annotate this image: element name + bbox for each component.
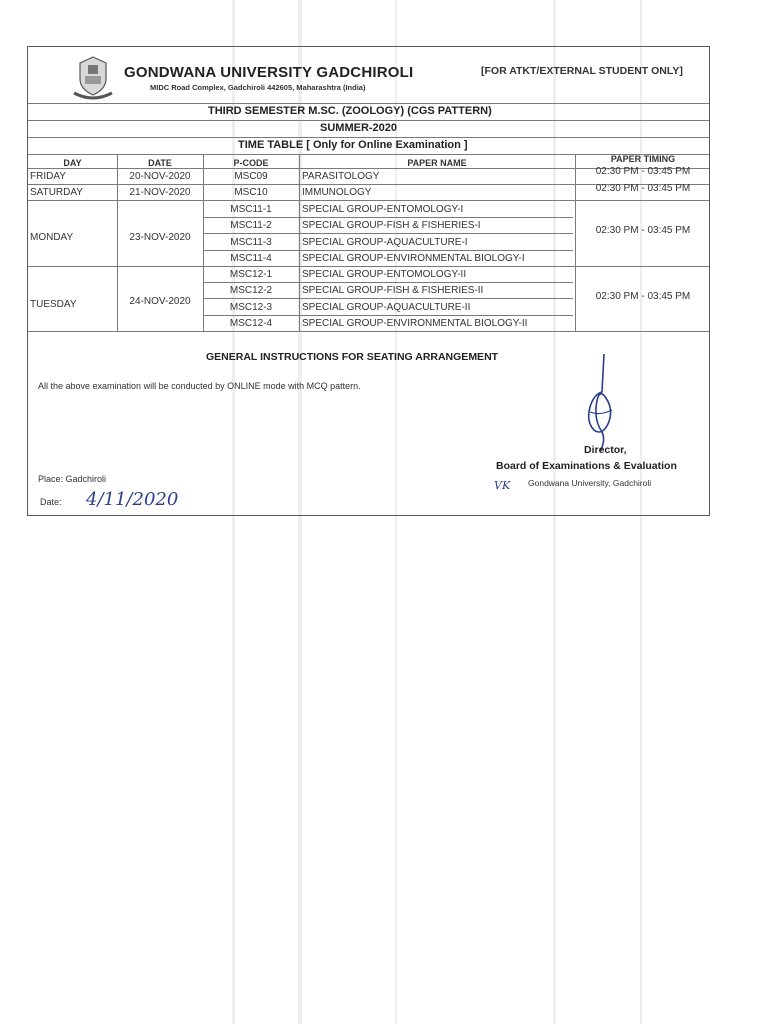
rule — [28, 137, 709, 138]
paper-name-cell: SPECIAL GROUP-FISH & FISHERIES-II — [302, 285, 484, 296]
timetable-title: TIME TABLE [ Only for Online Examination ] — [238, 139, 468, 151]
exam-title: THIRD SEMESTER M.SC. (ZOOLOGY) (CGS PATTERN) — [208, 105, 492, 117]
paper-code-cell: MSC09 — [234, 171, 268, 182]
timetable-document — [27, 46, 710, 516]
col-header-date: DATE — [148, 158, 172, 168]
paper-name-cell: SPECIAL GROUP-ENVIRONMENTAL BIOLOGY-I — [302, 253, 525, 264]
place-label: Place: Gadchiroli — [38, 474, 107, 484]
date-cell: 20-NOV-2020 — [129, 171, 191, 182]
paper-name-cell: PARASITOLOGY — [302, 171, 380, 182]
paper-code-cell: MSC12-3 — [229, 302, 273, 313]
row-rule — [203, 315, 573, 316]
date-label: Date: — [40, 497, 62, 507]
paper-name-cell: SPECIAL GROUP-FISH & FISHERIES-I — [302, 220, 481, 231]
day-cell: FRIDAY — [30, 171, 66, 182]
paper-code-cell: MSC12-1 — [229, 269, 273, 280]
instructions-text: All the above examination will be conducted by ONLINE mode with MCQ pattern. — [38, 381, 361, 391]
signatory-title: Director, — [584, 444, 627, 456]
paper-name-cell: SPECIAL GROUP-AQUACULTURE-I — [302, 237, 468, 248]
row-rule — [28, 331, 709, 332]
date-cell: 21-NOV-2020 — [129, 187, 191, 198]
paper-code-cell: MSC11-2 — [230, 220, 272, 231]
day-cell: SATURDAY — [30, 187, 83, 198]
paper-name-cell: SPECIAL GROUP-ENVIRONMENTAL BIOLOGY-II — [302, 318, 528, 329]
col-header-day: DAY — [63, 158, 82, 168]
row-rule — [28, 266, 709, 267]
paper-code-cell: MSC12-4 — [229, 318, 273, 329]
col-rule — [575, 154, 576, 331]
handwritten-date: 4/11/2020 — [86, 489, 179, 510]
signatory-board: Board of Examinations & Evaluation — [496, 460, 677, 472]
row-rule — [203, 250, 573, 251]
day-cell: TUESDAY — [30, 299, 77, 310]
date-cell: 24-NOV-2020 — [129, 296, 191, 307]
timing-cell: 02:30 PM - 03:45 PM — [595, 225, 691, 236]
timing-cell: 02:30 PM - 03:45 PM — [595, 183, 691, 194]
rule — [28, 120, 709, 121]
university-logo-icon — [68, 53, 118, 103]
row-rule — [203, 233, 573, 234]
paper-code-cell: MSC10 — [234, 187, 268, 198]
col-header-pcode: P-CODE — [233, 158, 269, 168]
session-title: SUMMER-2020 — [320, 122, 398, 134]
row-rule — [28, 200, 709, 201]
paper-code-cell: MSC11-4 — [230, 253, 272, 264]
rule — [28, 103, 709, 104]
paper-name-cell: IMMUNOLOGY — [302, 187, 372, 198]
col-header-paper-timing: PAPER TIMING — [610, 154, 676, 164]
row-rule — [203, 217, 573, 218]
paper-code-cell: MSC11-1 — [230, 204, 272, 215]
paper-code-cell: MSC12-2 — [229, 285, 273, 296]
row-rule — [203, 298, 573, 299]
paper-code-cell: MSC11-3 — [230, 237, 272, 248]
timing-cell: 02:30 PM - 03:45 PM — [595, 291, 691, 302]
external-student-note: [FOR ATKT/EXTERNAL STUDENT ONLY] — [481, 65, 683, 77]
col-header-paper-name: PAPER NAME — [407, 158, 467, 168]
university-address: MIDC Road Complex, Gadchiroli 442605, Maharashtra (India) — [150, 83, 366, 92]
handwritten-initials: VK — [494, 479, 511, 492]
signatory-university: Gondwana University, Gadchiroli — [528, 478, 652, 488]
instructions-title: GENERAL INSTRUCTIONS FOR SEATING ARRANGEMENT — [206, 351, 499, 363]
paper-name-cell: SPECIAL GROUP-ENTOMOLOGY-II — [302, 269, 467, 280]
university-name: GONDWANA UNIVERSITY GADCHIROLI — [124, 64, 414, 81]
row-rule — [203, 282, 573, 283]
date-cell: 23-NOV-2020 — [129, 232, 191, 243]
timing-cell: 02:30 PM - 03:45 PM — [595, 166, 691, 177]
col-rule — [299, 154, 300, 331]
paper-name-cell: SPECIAL GROUP-ENTOMOLOGY-I — [302, 204, 464, 215]
day-cell: MONDAY — [30, 232, 74, 243]
paper-name-cell: SPECIAL GROUP-AQUACULTURE-II — [302, 302, 471, 313]
signature-icon — [576, 352, 626, 457]
